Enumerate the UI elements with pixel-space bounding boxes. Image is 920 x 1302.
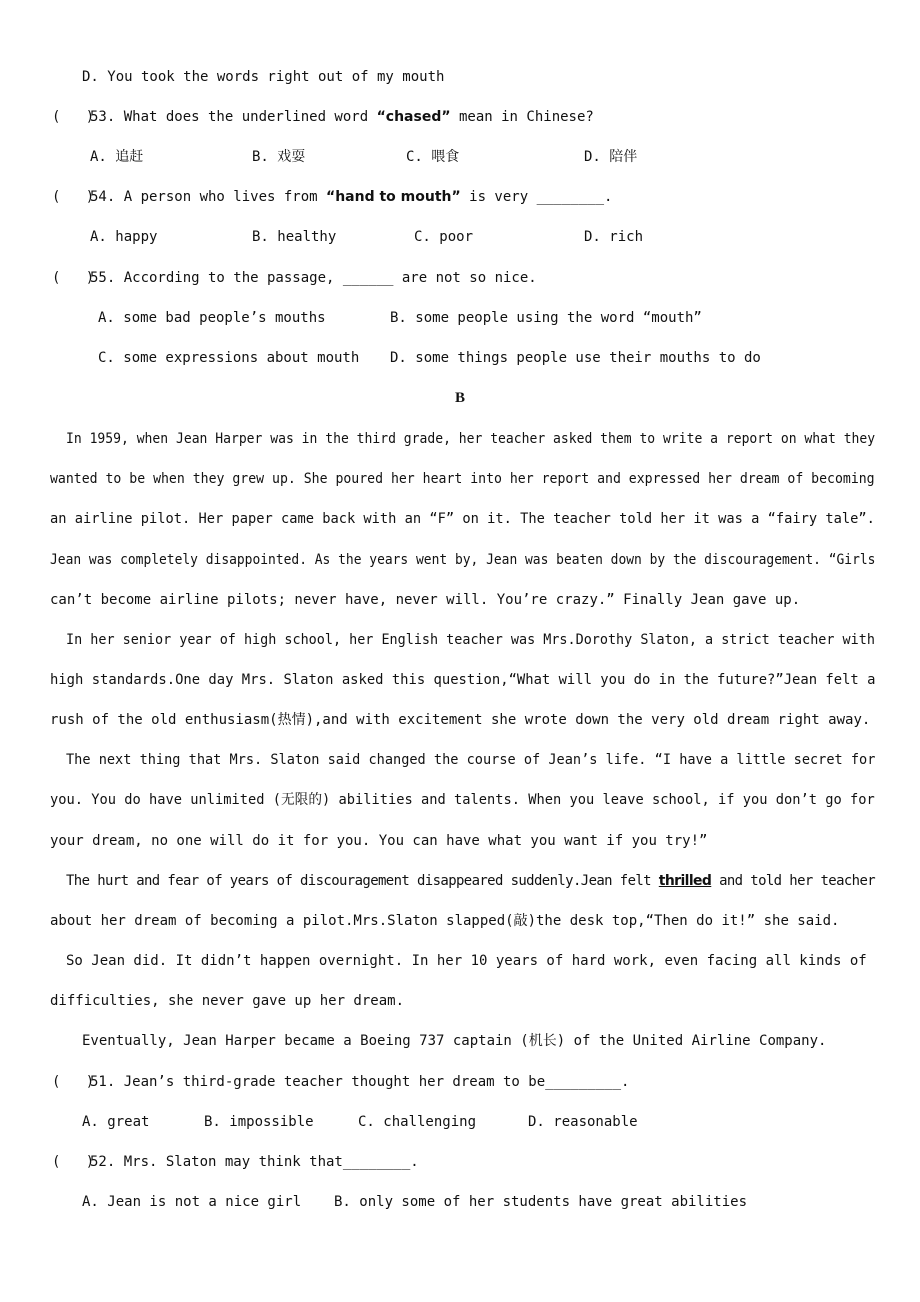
option-c: C. poor: [414, 229, 474, 245]
question-stem: 51. Jean’s third-grade teacher thought her dream to be_________.: [90, 1074, 630, 1090]
option-b: B. healthy: [252, 229, 337, 245]
option-b: B. impossible: [204, 1114, 314, 1130]
answer-bracket[interactable]: ( ): [52, 1074, 95, 1090]
stem-text: 53. What does the underlined word: [90, 109, 377, 125]
passage-line: In her senior year of high school, her English teacher was Mrs.Dorothy Slaton, a strict teacher with: [66, 632, 875, 648]
option-c: C. 喂食: [406, 149, 460, 165]
option-a: A. 追赶: [90, 149, 144, 165]
passage-line: The next thing that Mrs. Slaton said changed the course of Jean’s life. “I have a little secret for: [66, 752, 876, 768]
answer-bracket[interactable]: ( ): [52, 109, 95, 125]
option-c: C. some expressions about mouth: [98, 350, 360, 366]
answer-bracket[interactable]: ( ): [52, 1154, 95, 1170]
passage-line: In 1959, when Jean Harper was in the third grade, her teacher asked them to write a report on what they: [66, 431, 876, 447]
underlined-word: thrilled: [658, 873, 712, 889]
option-a: A. great: [82, 1114, 150, 1130]
option-a: A. happy: [90, 229, 158, 245]
question-stem: [90, 107, 594, 127]
stem-text: 54. A person who lives from: [90, 189, 327, 205]
passage-line: [66, 871, 875, 891]
question-stem: 52. Mrs. Slaton may think that________.: [90, 1154, 419, 1170]
passage-line: rush of the old enthusiasm(热情),and with excitement she wrote down the very old dream right away.: [50, 712, 871, 728]
option-d: D. 陪伴: [584, 149, 638, 165]
answer-bracket[interactable]: ( ): [52, 189, 95, 205]
stem-text: mean in Chinese?: [450, 109, 594, 125]
option-d: D. reasonable: [528, 1114, 638, 1130]
question-stem: [90, 187, 612, 207]
passage-line: wanted to be when they grew up. She poured her heart into her report and expressed her dream of becoming: [50, 471, 875, 487]
option-b: B. some people using the word “mouth”: [390, 310, 702, 326]
passage-text: The hurt and fear of years of discouragement disappeared suddenly.Jean felt: [66, 873, 659, 889]
question-stem: 55. According to the passage, ______ are not so nice.: [90, 270, 537, 286]
option-a: A. Jean is not a nice girl: [82, 1194, 302, 1210]
passage-line: about her dream of becoming a pilot.Mrs.Slaton slapped(敲)the desk top,“Then do it!” she said.: [50, 913, 840, 929]
quoted-word: “hand to mouth”: [326, 189, 461, 205]
passage-line: high standards.One day Mrs. Slaton asked this question,“What will you do in the future?”Jean felt a: [50, 672, 876, 688]
quoted-word: “chased”: [376, 109, 451, 125]
passage-line: So Jean did. It didn’t happen overnight. In her 10 years of hard work, even facing all kinds of: [66, 953, 867, 969]
passage-line: can’t become airline pilots; never have, never will. You’re crazy.” Finally Jean gave up.: [50, 592, 801, 608]
option-c: C. challenging: [358, 1114, 477, 1130]
answer-bracket[interactable]: ( ): [52, 270, 95, 286]
option-d: D. rich: [584, 229, 644, 245]
passage-line: an airline pilot. Her paper came back with an “F” on it. The teacher told her it was a “fairy tale”.: [50, 511, 875, 527]
passage-line: Eventually, Jean Harper became a Boeing 737 captain (机长) of the United Airline Company.: [82, 1033, 827, 1049]
question-option: D. You took the words right out of my mouth: [82, 69, 445, 85]
passage-text: and told her teacher: [711, 873, 876, 889]
option-b: B. 戏耍: [252, 149, 306, 165]
option-d: D. some things people use their mouths to do: [390, 350, 761, 366]
passage-line: you. You do have unlimited (无限的) abilities and talents. When you leave school, if you don’t go for: [50, 792, 875, 808]
passage-line: difficulties, she never gave up her dream.: [50, 993, 405, 1009]
section-title: B: [454, 390, 465, 406]
passage-line: Jean was completely disappointed. As the years went by, Jean was beaten down by the discouragement. “Girls: [50, 552, 876, 568]
option-b: B. only some of her students have great abilities: [334, 1194, 748, 1210]
stem-text: is very ________.: [460, 189, 613, 205]
option-a: A. some bad people’s mouths: [98, 310, 326, 326]
passage-line: your dream, no one will do it for you. You can have what you want if you try!”: [50, 833, 708, 849]
